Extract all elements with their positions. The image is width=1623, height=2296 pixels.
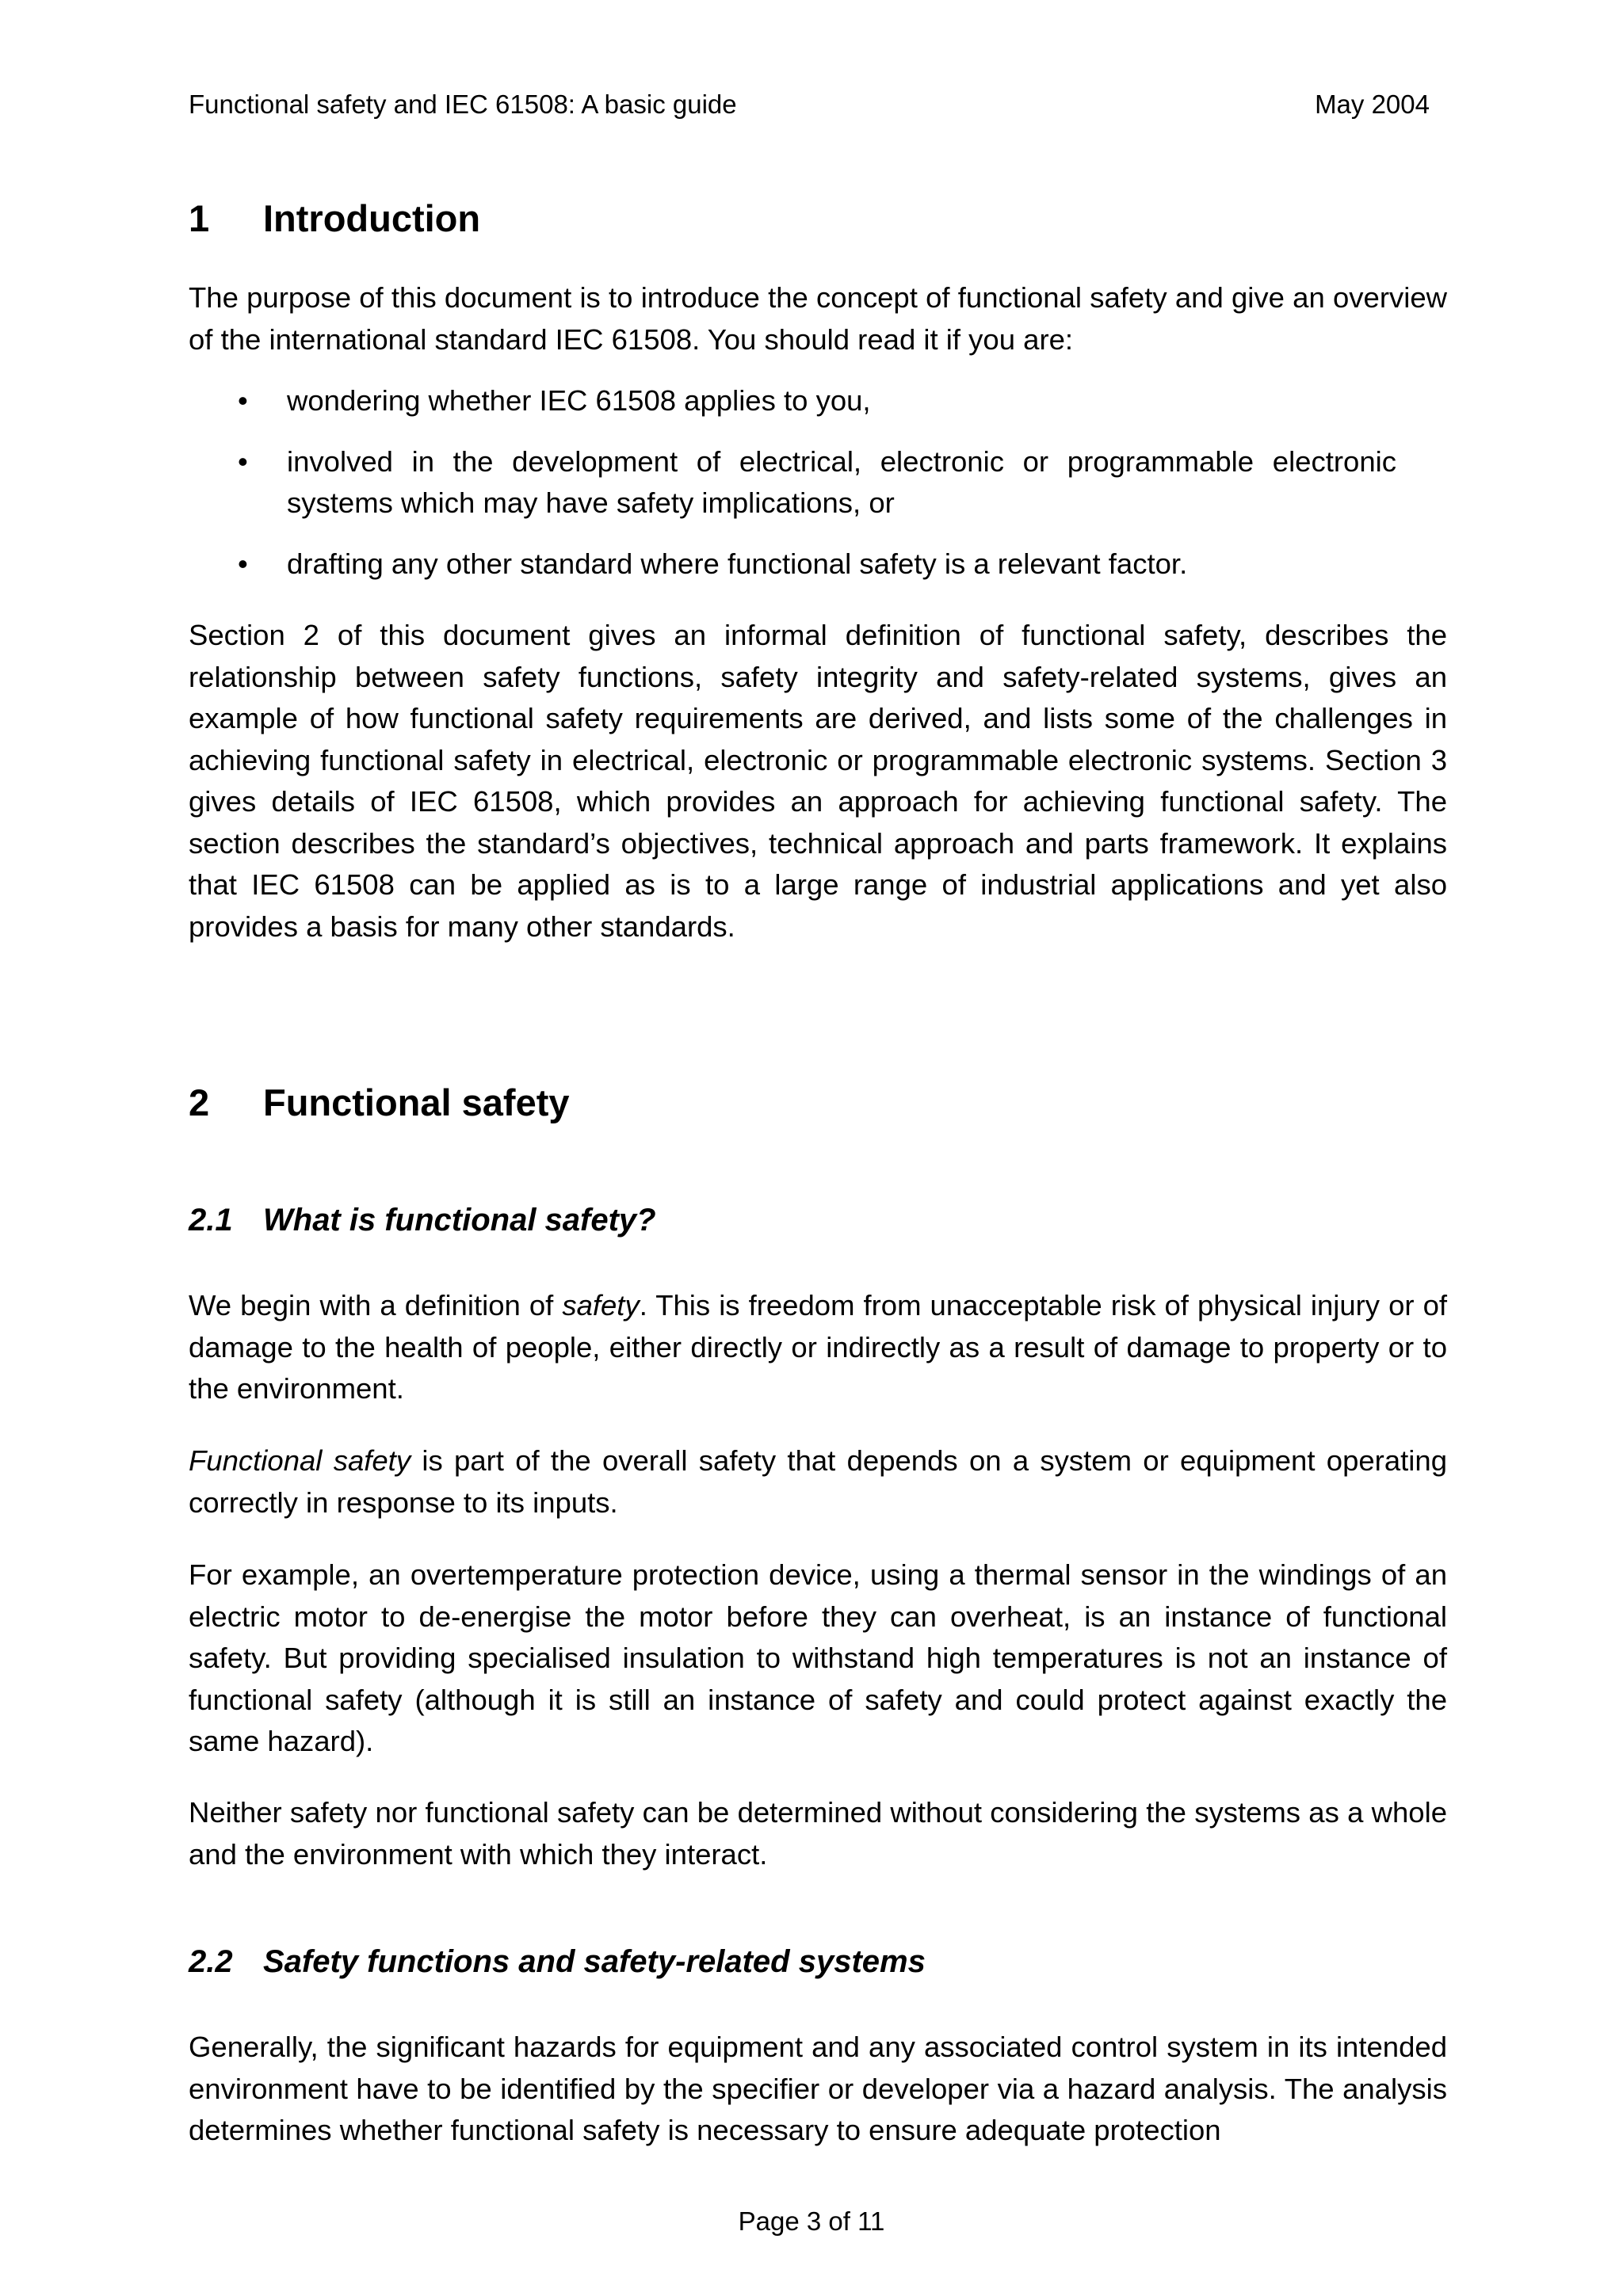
header-title: Functional safety and IEC 61508: A basic guide (189, 90, 737, 119)
list-item-text: drafting any other standard where functional safety is a relevant factor. (287, 547, 1188, 580)
safety-term: safety (562, 1289, 640, 1322)
safety-definition-paragraph (189, 1285, 1447, 1410)
whole-system-paragraph: Neither safety nor functional safety can be determined without considering the systems as a whole and the environment with which they interact. (189, 1796, 1447, 1871)
section-2-heading (189, 1081, 570, 1125)
section-2-2-title: Safety functions and safety-related systems (263, 1944, 926, 1979)
section-2-number: 2 (189, 1081, 210, 1123)
section-2-title: Functional safety (263, 1081, 570, 1123)
functional-safety-term: Functional safety (189, 1444, 411, 1477)
section-2-1-number: 2.1 (189, 1203, 233, 1238)
section-1-title: Introduction (263, 197, 481, 239)
section-2-2-heading (189, 1943, 926, 1981)
section-2-1-heading (189, 1201, 656, 1239)
list-item-text: involved in the development of electrical, electronic or programmable electronic systems which may have safety implications, or (287, 444, 1396, 519)
section-1-heading (189, 196, 480, 241)
audience-list (189, 380, 1447, 585)
header-date: May 2004 (1315, 90, 1430, 119)
hazard-analysis-paragraph: Generally, the significant hazards for equipment and any associated control system in its intended environment have to be identified by the specifier or developer via a hazard analysis. The analysis determines whether functional safety is necessary to ensure adequate protection (189, 2031, 1447, 2146)
functional-safety-rest: is part of the overall safety that depends on a system or equipment operating correctly in response to its inputs. (189, 1444, 1447, 1519)
bullet-icon: • (238, 444, 248, 478)
list-item-text: wondering whether IEC 61508 applies to you, (287, 384, 871, 417)
page-number: Page 3 of 11 (738, 2206, 885, 2236)
section-2-1-title: What is functional safety? (263, 1203, 656, 1238)
list-item (189, 441, 1396, 524)
section-1-number: 1 (189, 197, 210, 239)
list-item (189, 543, 1396, 585)
bullet-icon: • (238, 384, 248, 417)
safety-definition-lead: We begin with a definition of (189, 1289, 563, 1322)
list-item (189, 380, 1396, 422)
running-header (189, 89, 1430, 120)
intro-paragraph: The purpose of this document is to introduce the concept of functional safety and give an overview of the international standard IEC 61508. You should read it if you are: (189, 281, 1447, 356)
functional-safety-paragraph (189, 1440, 1447, 1524)
safety-definition-rest: . This is freedom from unacceptable risk of physical injury or of damage to the health of people, either directly or indirectly as a result of damage to property or to the environment. (189, 1289, 1448, 1405)
section-2-2-number: 2.2 (189, 1944, 233, 1979)
bullet-icon: • (238, 547, 248, 580)
example-paragraph: For example, an overtemperature protection device, using a thermal sensor in the windings of an electric motor to de-energise the motor before they can overheat, is an instance of functional safety. But providing specialised insulation to withstand high temperatures is not an instance of functional safety (although it is still an instance of safety and could protect against exactly the same hazard). (189, 1558, 1447, 1757)
summary-paragraph: Section 2 of this document gives an informal definition of functional safety, describes the relationship between safety functions, safety integrity and safety-related systems, gives an example of how functional safety requirements are derived, and lists some of the challenges in achieving functional safety in electrical, electronic or programmable electronic systems. Section 3 gives details of IEC 61508, which provides an approach for achieving functional safety. The section describes the standard’s objectives, technical approach and parts framework. It explains that IEC 61508 can be applied as is to a large range of industrial applications and yet also provides a basis for many other standards. (189, 619, 1447, 943)
